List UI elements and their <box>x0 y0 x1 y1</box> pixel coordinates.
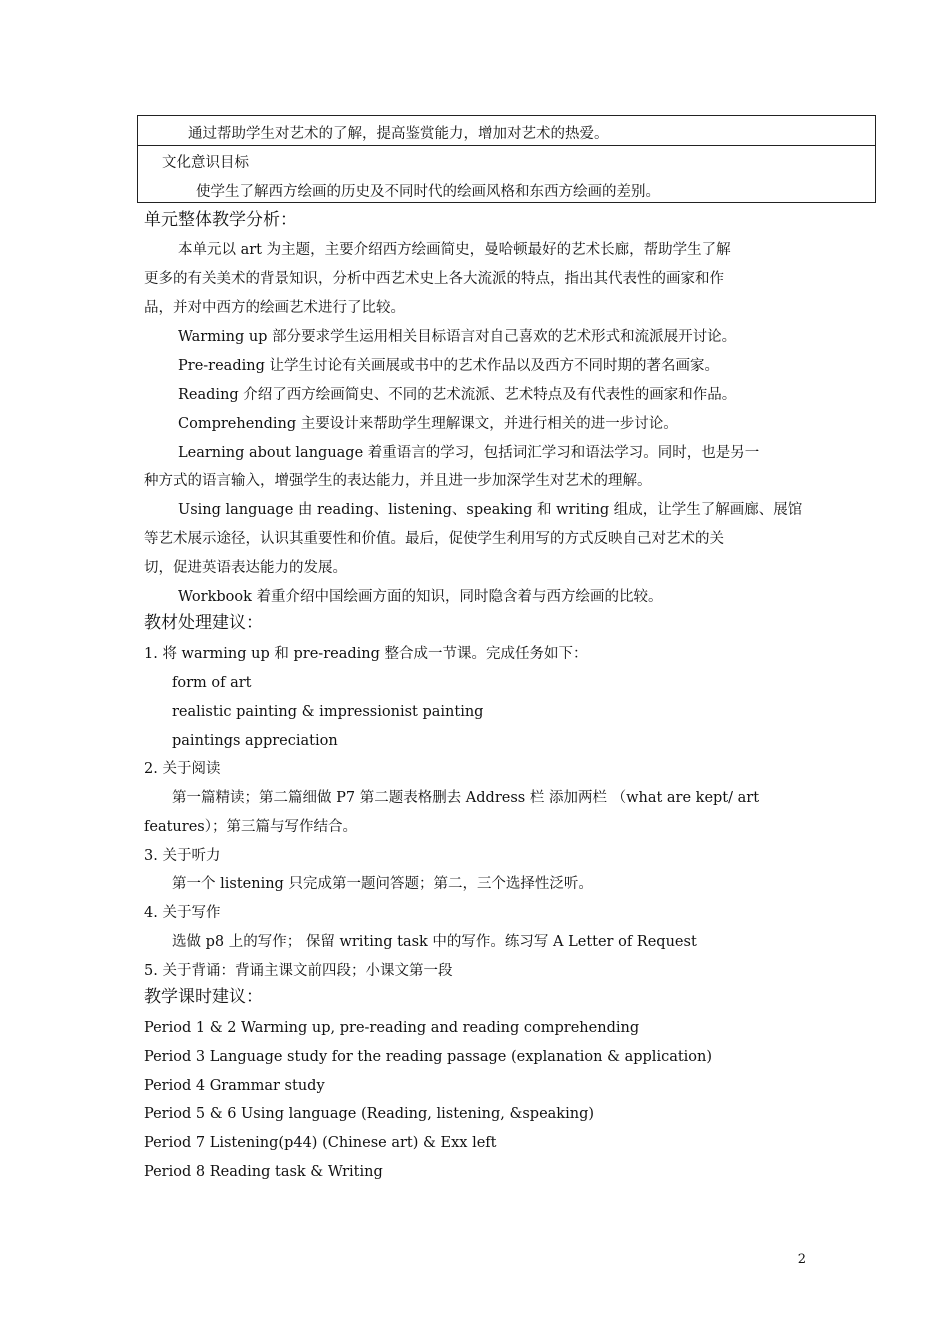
suggestion-item-4-detail: 选做 p8 上的写作； 保留 writing task 中的写作。练习写 A Letter of Request <box>172 934 697 950</box>
using-desc-line-2: 等艺术展示途径，认识其重要性和价值。最后，促使学生利用写的方式反映自己对艺术的关 <box>144 531 724 547</box>
learning-desc-line-1: Learning about language 着重语言的学习，包括词汇学习和语法学习。同时，也是另一 <box>178 445 760 461</box>
learning-desc-line-2: 种方式的语言输入，增强学生的表达能力，并且进一步加深学生对艺术的理解。 <box>144 473 652 489</box>
suggestion-item-2: 2. 关于阅读 <box>144 761 221 777</box>
objective-line-2: 使学生了解西方绘画的历史及不同时代的绘画风格和东西方绘画的差别。 <box>196 184 660 200</box>
suggestion-item-3: 3. 关于听力 <box>144 848 221 864</box>
pre-reading-desc: Pre-reading 让学生讨论有关画展或书中的艺术作品以及西方不同时期的著名画家。 <box>178 358 719 374</box>
period-item-4: Period 5 & 6 Using language (Reading, listening, &speaking) <box>144 1106 595 1122</box>
unit-analysis-heading: 单元整体教学分析： <box>144 210 297 230</box>
suggestion-item-1-sub-2: realistic painting & impressionist painting <box>172 704 484 720</box>
workbook-desc: Workbook 着重介绍中国绘画方面的知识，同时隐含着与西方绘画的比较。 <box>178 589 663 605</box>
warming-up-desc: Warming up 部分要求学生运用相关目标语言对自己喜欢的艺术形式和流派展开讨论。 <box>178 329 737 345</box>
using-desc-line-1: Using language 由 reading、listening、speaking 和 writing 组成，让学生了解画廊、展馆 <box>178 502 803 518</box>
objective-line-1: 通过帮助学生对艺术的了解，提高鉴赏能力，增加对艺术的热爱。 <box>188 126 609 142</box>
suggestion-item-1-sub-3: paintings appreciation <box>172 733 338 749</box>
unit-intro-line-2: 更多的有关美术的背景知识，分析中西艺术史上各大流派的特点，指出其代表性的画家和作 <box>144 271 724 287</box>
page-number: 2 <box>797 1252 806 1267</box>
period-item-6: Period 8 Reading task & Writing <box>144 1164 383 1180</box>
period-item-2: Period 3 Language study for the reading passage (explanation & application) <box>144 1049 713 1065</box>
suggestion-item-1-sub-1: form of art <box>172 675 252 691</box>
using-desc-line-3: 切，促进英语表达能力的发展。 <box>144 560 347 576</box>
period-item-5: Period 7 Listening(p44) (Chinese art) & Exx left <box>144 1135 497 1151</box>
unit-intro-line-1: 本单元以 art 为主题，主要介绍西方绘画简史，曼哈顿最好的艺术长廊，帮助学生了解 <box>178 242 731 258</box>
unit-intro-line-3: 品，并对中西方的绘画艺术进行了比较。 <box>144 300 405 316</box>
suggestion-item-4: 4. 关于写作 <box>144 905 221 921</box>
reading-desc: Reading 介绍了西方绘画简史、不同的艺术流派、艺术特点及有代表性的画家和作品。 <box>178 387 737 403</box>
material-suggestions-heading: 教材处理建议： <box>144 613 263 633</box>
period-item-3: Period 4 Grammar study <box>144 1078 325 1094</box>
periods-heading: 教学课时建议： <box>144 987 263 1007</box>
cultural-awareness-subtitle: 文化意识目标 <box>162 155 249 171</box>
suggestion-item-2-detail-1: 第一篇精读；第二篇细做 P7 第二题表格删去 Address 栏 添加两栏 （what are kept/ art <box>172 790 760 806</box>
suggestion-item-3-detail: 第一个 listening 只完成第一题问答题；第二，三个选择性泛听。 <box>172 876 593 892</box>
period-item-1: Period 1 & 2 Warming up, pre-reading and reading comprehending <box>144 1020 640 1036</box>
suggestion-item-5: 5. 关于背诵：背诵主课文前四段；小课文第一段 <box>144 963 453 979</box>
suggestion-item-1: 1. 将 warming up 和 pre-reading 整合成一节课。完成任务如下： <box>144 646 588 662</box>
comprehending-desc: Comprehending 主要设计来帮助学生理解课文，并进行相关的进一步讨论。 <box>178 416 678 432</box>
suggestion-item-2-detail-2: features）；第三篇与写作结合。 <box>144 819 357 835</box>
table-divider <box>138 145 875 146</box>
